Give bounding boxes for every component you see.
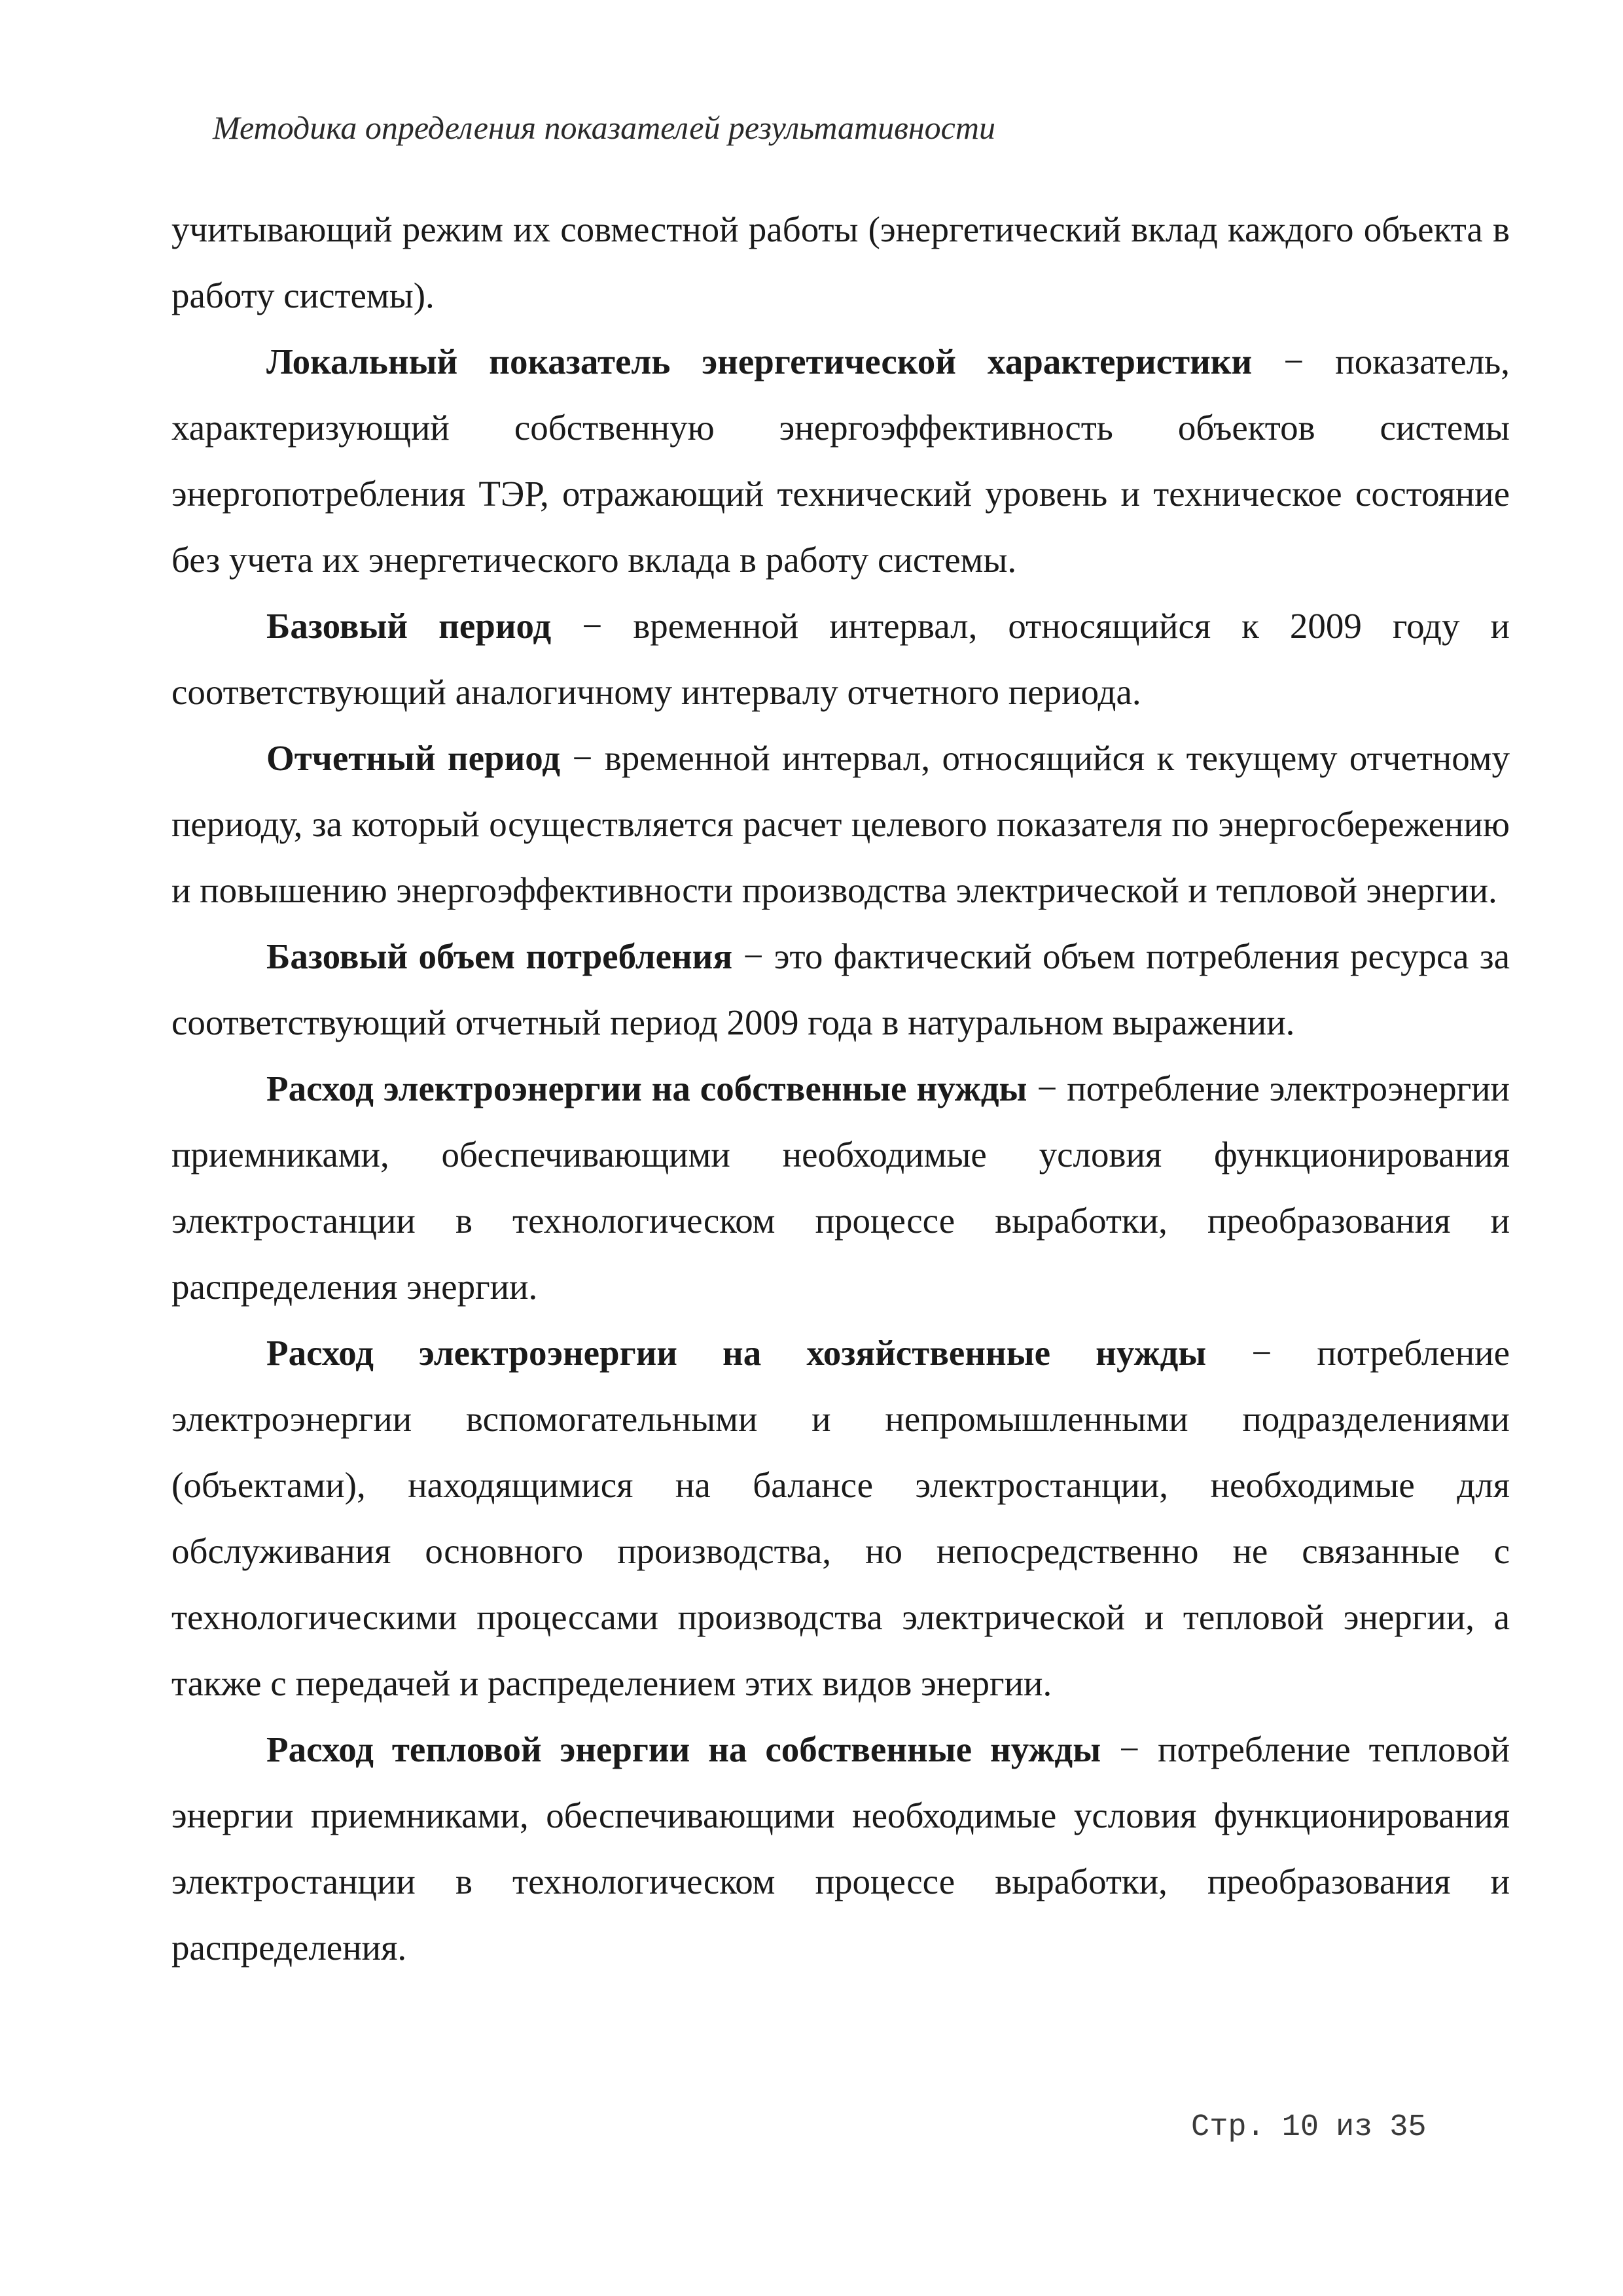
definition-term: Расход тепловой энергии на собственные нужды <box>266 1729 1101 1769</box>
definition-paragraph <box>171 593 1510 725</box>
definition-text: временной интервал, относящийся к текущему отчетному периоду, за который осуществляется расчет целевого показателя по энергосбережению и повышению энергоэффективности производства электрической и тепловой энергии. <box>171 738 1510 910</box>
definition-text: потребление электроэнергии приемниками, обеспечивающими необходимые условия функционирования электростанции в технологическом процессе выработки, преобразования и распределения энергии. <box>171 1069 1510 1307</box>
definition-term: Базовый период <box>266 606 552 646</box>
definition-dash: − <box>1206 1333 1317 1373</box>
definition-dash: − <box>1027 1069 1067 1108</box>
total-pages: 35 <box>1389 2110 1427 2145</box>
of-label: из <box>1335 2110 1373 2145</box>
definition-dash: − <box>732 936 774 976</box>
definition-paragraph <box>171 923 1510 1055</box>
definition-text: это фактический объем потребления ресурса за соответствующий отчетный период 2009 года в натуральном выражении. <box>171 936 1510 1042</box>
definition-term: Отчетный период <box>266 738 561 778</box>
definition-paragraph <box>171 1055 1510 1320</box>
definition-dash: − <box>1252 342 1336 381</box>
page-number-footer <box>1191 2108 1427 2147</box>
page-number: 10 <box>1281 2110 1319 2145</box>
definition-paragraph <box>171 1320 1510 1716</box>
definition-term: Расход электроэнергии на хозяйственные нужды <box>266 1333 1207 1373</box>
definition-paragraph <box>171 725 1510 923</box>
page-label: Стр. <box>1191 2110 1265 2145</box>
definition-term: Расход электроэнергии на собственные нужды <box>266 1069 1027 1108</box>
definition-text: потребление электроэнергии вспомогательными и непромышленными подразделениями (объектами), находящимися на балансе электростанции, необходимые для обслуживания основного производства, но непосредственно не связанные с технологическими процессами производства электрической и тепловой энергии, а также с передачей и распределением этих видов энергии. <box>171 1333 1510 1703</box>
continuation-paragraph: учитывающий режим их совместной работы (энергетический вклад каждого объекта в работу системы). <box>171 209 1510 315</box>
definition-text: временной интервал, относящийся к 2009 году и соответствующий аналогичному интервалу отчетного периода. <box>171 606 1510 712</box>
definition-dash: − <box>560 738 605 778</box>
definition-dash: − <box>1101 1729 1158 1769</box>
definition-paragraph <box>171 328 1510 593</box>
definition-text: потребление тепловой энергии приемниками, обеспечивающими необходимые условия функционирования электростанции в технологическом процессе выработки, преобразования и распределения. <box>171 1729 1510 1968</box>
definition-term: Базовый объем потребления <box>266 936 733 976</box>
definition-text: показатель, характеризующий собственную энергоэффективность объектов системы энергопотребления ТЭР, отражающий технический уровень и техническое состояние без учета их энергетического вклада в работу системы. <box>171 342 1510 580</box>
definition-paragraph <box>171 1716 1510 1981</box>
document-body <box>171 196 1510 1981</box>
running-header: Методика определения показателей результативности <box>213 109 995 146</box>
definition-dash: − <box>551 606 633 646</box>
definition-term: Локальный показатель энергетической характеристики <box>266 342 1253 381</box>
